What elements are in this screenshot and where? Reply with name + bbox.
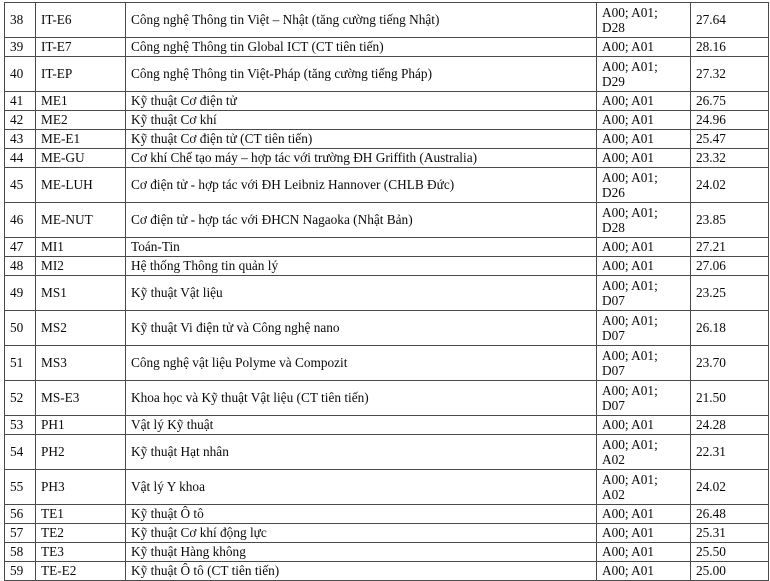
subject-block-line: D07 bbox=[602, 293, 625, 308]
benchmark-score-cell: 26.18 bbox=[691, 311, 769, 346]
subject-block-line: D07 bbox=[602, 328, 625, 343]
row-index-cell: 48 bbox=[5, 257, 36, 276]
table-body bbox=[5, 3, 769, 581]
benchmark-score-cell: 28.16 bbox=[691, 38, 769, 57]
table-row bbox=[5, 276, 769, 311]
benchmark-score-cell: 23.70 bbox=[691, 346, 769, 381]
program-code-cell: ME-GU bbox=[36, 149, 126, 168]
row-index-cell: 52 bbox=[5, 381, 36, 416]
subject-block-line: A00; A01 bbox=[602, 563, 655, 579]
row-index-cell: 40 bbox=[5, 57, 36, 92]
subject-block-line: D28 bbox=[602, 20, 625, 35]
program-code-cell: MS2 bbox=[36, 311, 126, 346]
row-index-cell: 53 bbox=[5, 416, 36, 435]
program-code-cell: ME2 bbox=[36, 111, 126, 130]
program-code-cell: TE2 bbox=[36, 524, 126, 543]
admissions-benchmark-table bbox=[4, 2, 769, 581]
subject-blocks-cell bbox=[597, 381, 691, 416]
benchmark-score-cell: 27.64 bbox=[691, 3, 769, 38]
program-code-cell: IT-E7 bbox=[36, 38, 126, 57]
table-row bbox=[5, 346, 769, 381]
row-index-cell: 56 bbox=[5, 505, 36, 524]
row-index-cell: 50 bbox=[5, 311, 36, 346]
subject-blocks-cell bbox=[597, 111, 691, 130]
subject-blocks-cell bbox=[597, 57, 691, 92]
row-index-cell: 57 bbox=[5, 524, 36, 543]
subject-block-line: D26 bbox=[602, 185, 625, 200]
program-name-cell: Công nghệ Thông tin Việt-Pháp (tăng cường tiếng Pháp) bbox=[126, 57, 597, 92]
subject-block-line: A00; A01 bbox=[602, 112, 655, 128]
subject-blocks-cell bbox=[597, 130, 691, 149]
subject-block-line: A00; A01 bbox=[602, 150, 655, 166]
subject-block-line: A00; A01 bbox=[602, 506, 655, 522]
subject-block-line: A00; A01; bbox=[602, 204, 658, 220]
row-index-cell: 59 bbox=[5, 562, 36, 581]
subject-block-line: A00; A01; bbox=[602, 277, 658, 293]
program-code-cell: MI2 bbox=[36, 257, 126, 276]
admissions-table-container bbox=[4, 2, 768, 581]
program-code-cell: TE1 bbox=[36, 505, 126, 524]
table-row bbox=[5, 92, 769, 111]
benchmark-score-cell: 25.00 bbox=[691, 562, 769, 581]
table-row bbox=[5, 435, 769, 470]
subject-blocks-cell bbox=[597, 470, 691, 505]
row-index-cell: 46 bbox=[5, 203, 36, 238]
table-row bbox=[5, 543, 769, 562]
subject-blocks-cell bbox=[597, 435, 691, 470]
program-name-cell: Cơ điện tử - hợp tác với ĐH Leibniz Hannover (CHLB Đức) bbox=[126, 168, 597, 203]
program-name-cell: Kỹ thuật Vật liệu bbox=[126, 276, 597, 311]
subject-block-line: A00; A01 bbox=[602, 258, 655, 274]
table-row bbox=[5, 257, 769, 276]
subject-block-line: D28 bbox=[602, 220, 625, 235]
subject-block-line: A00; A01; bbox=[602, 471, 658, 487]
program-code-cell: PH1 bbox=[36, 416, 126, 435]
program-name-cell: Toán-Tin bbox=[126, 238, 597, 257]
program-name-cell: Kỹ thuật Ô tô (CT tiên tiến) bbox=[126, 562, 597, 581]
subject-block-line: A00; A01; bbox=[602, 436, 658, 452]
program-code-cell: IT-EP bbox=[36, 57, 126, 92]
row-index-cell: 43 bbox=[5, 130, 36, 149]
subject-block-line: A00; A01; bbox=[602, 4, 658, 20]
subject-blocks-cell bbox=[597, 3, 691, 38]
row-index-cell: 44 bbox=[5, 149, 36, 168]
subject-blocks-cell bbox=[597, 416, 691, 435]
row-index-cell: 47 bbox=[5, 238, 36, 257]
subject-block-line: A02 bbox=[602, 487, 625, 502]
subject-blocks-cell bbox=[597, 505, 691, 524]
table-row bbox=[5, 149, 769, 168]
program-name-cell: Hệ thống Thông tin quản lý bbox=[126, 257, 597, 276]
subject-blocks-cell bbox=[597, 203, 691, 238]
program-code-cell: ME1 bbox=[36, 92, 126, 111]
subject-block-line: A00; A01 bbox=[602, 544, 655, 560]
benchmark-score-cell: 26.75 bbox=[691, 92, 769, 111]
program-code-cell: ME-E1 bbox=[36, 130, 126, 149]
program-code-cell: ME-NUT bbox=[36, 203, 126, 238]
table-row bbox=[5, 203, 769, 238]
subject-block-line: D29 bbox=[602, 74, 625, 89]
program-name-cell: Công nghệ Thông tin Global ICT (CT tiên tiến) bbox=[126, 38, 597, 57]
benchmark-score-cell: 21.50 bbox=[691, 381, 769, 416]
program-code-cell: PH2 bbox=[36, 435, 126, 470]
row-index-cell: 39 bbox=[5, 38, 36, 57]
benchmark-score-cell: 25.31 bbox=[691, 524, 769, 543]
program-code-cell: ME-LUH bbox=[36, 168, 126, 203]
row-index-cell: 45 bbox=[5, 168, 36, 203]
subject-block-line: A00; A01; bbox=[602, 347, 658, 363]
table-row bbox=[5, 168, 769, 203]
program-code-cell: MS1 bbox=[36, 276, 126, 311]
benchmark-score-cell: 22.31 bbox=[691, 435, 769, 470]
subject-block-line: D07 bbox=[602, 363, 625, 378]
subject-block-line: A02 bbox=[602, 452, 625, 467]
program-name-cell: Công nghệ vật liệu Polyme và Compozit bbox=[126, 346, 597, 381]
benchmark-score-cell: 24.02 bbox=[691, 168, 769, 203]
subject-block-line: A00; A01 bbox=[602, 93, 655, 109]
program-name-cell: Kỹ thuật Vi điện tử và Công nghệ nano bbox=[126, 311, 597, 346]
benchmark-score-cell: 23.85 bbox=[691, 203, 769, 238]
row-index-cell: 55 bbox=[5, 470, 36, 505]
subject-block-line: A00; A01 bbox=[602, 417, 655, 433]
program-code-cell: IT-E6 bbox=[36, 3, 126, 38]
subject-block-line: A00; A01 bbox=[602, 525, 655, 541]
benchmark-score-cell: 24.96 bbox=[691, 111, 769, 130]
program-code-cell: TE3 bbox=[36, 543, 126, 562]
subject-block-line: A00; A01; bbox=[602, 312, 658, 328]
program-code-cell: MI1 bbox=[36, 238, 126, 257]
row-index-cell: 41 bbox=[5, 92, 36, 111]
table-row bbox=[5, 111, 769, 130]
benchmark-score-cell: 24.02 bbox=[691, 470, 769, 505]
row-index-cell: 42 bbox=[5, 111, 36, 130]
program-name-cell: Vật lý Y khoa bbox=[126, 470, 597, 505]
program-code-cell: TE-E2 bbox=[36, 562, 126, 581]
benchmark-score-cell: 27.32 bbox=[691, 57, 769, 92]
subject-blocks-cell bbox=[597, 524, 691, 543]
table-row bbox=[5, 311, 769, 346]
subject-blocks-cell bbox=[597, 562, 691, 581]
subject-block-line: A00; A01 bbox=[602, 39, 655, 55]
benchmark-score-cell: 23.25 bbox=[691, 276, 769, 311]
program-code-cell: MS3 bbox=[36, 346, 126, 381]
row-index-cell: 49 bbox=[5, 276, 36, 311]
subject-blocks-cell bbox=[597, 149, 691, 168]
row-index-cell: 38 bbox=[5, 3, 36, 38]
program-name-cell: Kỹ thuật Cơ khí bbox=[126, 111, 597, 130]
program-name-cell: Công nghệ Thông tin Việt – Nhật (tăng cường tiếng Nhật) bbox=[126, 3, 597, 38]
program-name-cell: Kỹ thuật Ô tô bbox=[126, 505, 597, 524]
row-index-cell: 51 bbox=[5, 346, 36, 381]
table-row bbox=[5, 562, 769, 581]
subject-block-line: A00; A01; bbox=[602, 169, 658, 185]
benchmark-score-cell: 23.32 bbox=[691, 149, 769, 168]
table-row bbox=[5, 3, 769, 38]
table-row bbox=[5, 416, 769, 435]
table-row bbox=[5, 38, 769, 57]
program-name-cell: Vật lý Kỹ thuật bbox=[126, 416, 597, 435]
benchmark-score-cell: 27.06 bbox=[691, 257, 769, 276]
program-name-cell: Cơ khí Chế tạo máy – hợp tác với trường ĐH Griffith (Australia) bbox=[126, 149, 597, 168]
subject-blocks-cell bbox=[597, 257, 691, 276]
benchmark-score-cell: 25.50 bbox=[691, 543, 769, 562]
program-name-cell: Khoa học và Kỹ thuật Vật liệu (CT tiên tiến) bbox=[126, 381, 597, 416]
table-row bbox=[5, 238, 769, 257]
subject-block-line: A00; A01 bbox=[602, 131, 655, 147]
program-name-cell: Kỹ thuật Hàng không bbox=[126, 543, 597, 562]
row-index-cell: 58 bbox=[5, 543, 36, 562]
benchmark-score-cell: 24.28 bbox=[691, 416, 769, 435]
table-row bbox=[5, 130, 769, 149]
subject-block-line: A00; A01; bbox=[602, 382, 658, 398]
table-row bbox=[5, 524, 769, 543]
subject-blocks-cell bbox=[597, 311, 691, 346]
subject-blocks-cell bbox=[597, 168, 691, 203]
subject-block-line: A00; A01; bbox=[602, 58, 658, 74]
program-name-cell: Kỹ thuật Cơ điện tử (CT tiên tiến) bbox=[126, 130, 597, 149]
subject-block-line: D07 bbox=[602, 398, 625, 413]
program-name-cell: Kỹ thuật Hạt nhân bbox=[126, 435, 597, 470]
table-row bbox=[5, 505, 769, 524]
subject-blocks-cell bbox=[597, 276, 691, 311]
benchmark-score-cell: 25.47 bbox=[691, 130, 769, 149]
table-row bbox=[5, 470, 769, 505]
program-name-cell: Kỹ thuật Cơ điện tử bbox=[126, 92, 597, 111]
program-name-cell: Cơ điện tử - hợp tác với ĐHCN Nagaoka (Nhật Bản) bbox=[126, 203, 597, 238]
program-code-cell: MS-E3 bbox=[36, 381, 126, 416]
program-code-cell: PH3 bbox=[36, 470, 126, 505]
program-name-cell: Kỹ thuật Cơ khí động lực bbox=[126, 524, 597, 543]
subject-blocks-cell bbox=[597, 238, 691, 257]
subject-blocks-cell bbox=[597, 92, 691, 111]
subject-blocks-cell bbox=[597, 346, 691, 381]
row-index-cell: 54 bbox=[5, 435, 36, 470]
table-row bbox=[5, 381, 769, 416]
subject-block-line: A00; A01 bbox=[602, 239, 655, 255]
subject-blocks-cell bbox=[597, 38, 691, 57]
table-row bbox=[5, 57, 769, 92]
subject-blocks-cell bbox=[597, 543, 691, 562]
benchmark-score-cell: 27.21 bbox=[691, 238, 769, 257]
benchmark-score-cell: 26.48 bbox=[691, 505, 769, 524]
